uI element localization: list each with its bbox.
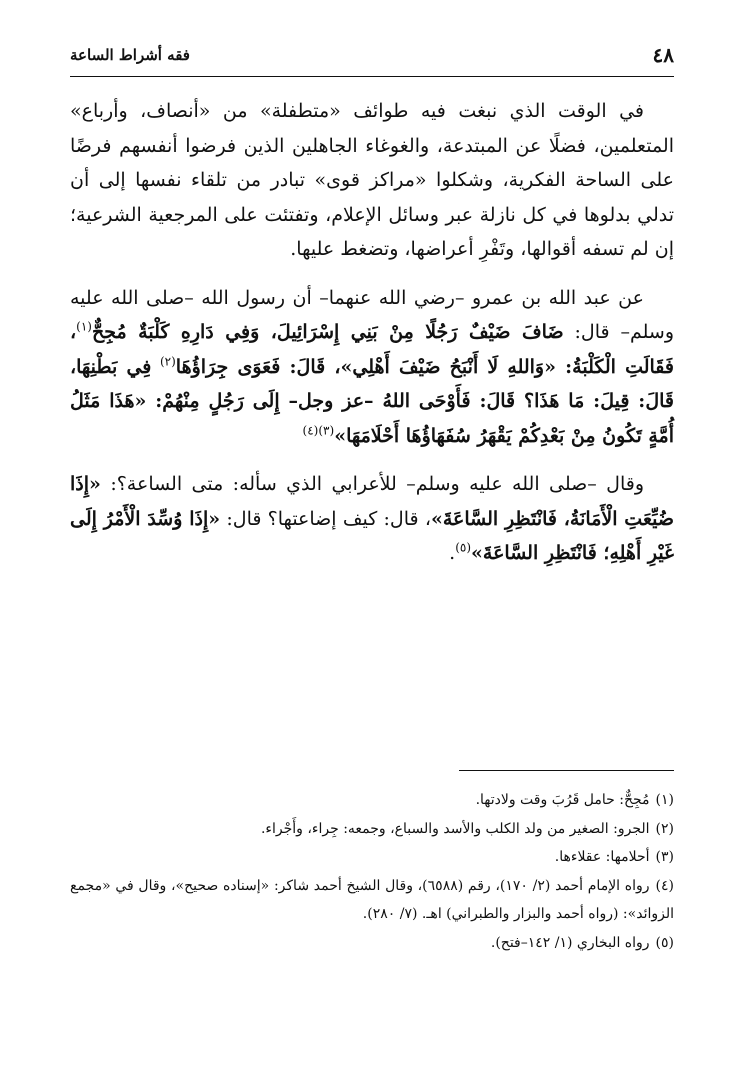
paragraph-3 <box>70 467 674 571</box>
main-text <box>70 94 674 585</box>
hadith-text-part-3: فِي بَطْنِهَا، قَالَ: قِيلَ: مَا هَذَا؟ قَالَ: فَأَوْحَى اللهُ –عز وجل– إِلَى رَجُلٍ مِنْهُمْ: «هَذَا مَثَلُ أُمَّةٍ تَكُونُ مِنْ بَعْدِكُمْ يَقْهَرُ سُفَهَاؤُهَا أَحْلَامَهَا» <box>70 355 674 447</box>
second-hadith-part-1: «إِذَا ضُيِّعَتِ الْأَمَانَةُ، فَانْتَظِرِ السَّاعَةَ» <box>70 473 674 530</box>
hadith-text-part-1: ضَافَ ضَيْفٌ رَجُلًا مِنْ بَنِي إِسْرَائِيلَ، وَفِي دَارِهِ كَلْبَةٌ مُجِحٌّ <box>91 321 564 343</box>
running-title: فقه أشراط الساعة <box>70 46 190 64</box>
footnote-ref-5: (٥) <box>455 540 472 555</box>
footnote-ref-3-4: (٣)(٤) <box>302 423 335 438</box>
footnote-5 <box>70 929 674 958</box>
paragraph-1 <box>70 94 674 267</box>
footnote-number: (١) <box>655 792 674 808</box>
footnote-text: رواه الإمام أحمد (٢/ ١٧٠)، رقم (٦٥٨٨)، وقال الشيخ أحمد شاكر: «إسناده صحيح»، وقال في «مجمع الزوائد»: (رواه أحمد والبزار والطبراني) اهـ. (٧/ ٢٨٠). <box>70 877 674 922</box>
footnote-number: (٣) <box>655 849 674 865</box>
footnote-text: الجرو: الصغير من ولد الكلب والأسد والسباع، وجمعه: جِراء، وأَجْراء. <box>260 820 650 837</box>
paragraph-1-text: في الوقت الذي نبغت فيه طوائف «متطفلة» من «أنصاف، وأرباع» المتعلمين، فضلًا عن المبتدعة، والغوغاء الجاهلين الذين فرضوا أنفسهم فرضًا على الساحة الفكرية، وشكلوا «مراكز قوى» تبادر من تلقاء نفسها إلى أن تدلي بدلوها في كل نازلة عبر وسائل الإعلام، وتفتئت على المرجعية الشرعية؛ إن لم تسفه أقوالها، وتَفْرِ أعراضها، وتضغط عليها. <box>70 100 674 260</box>
footnote-rule <box>459 770 674 771</box>
footnote-number: (٥) <box>655 934 674 951</box>
footnote-4 <box>70 872 674 929</box>
footnote-text: أحلامها: عقلاءها. <box>554 849 650 865</box>
footnote-number: (٤) <box>655 877 674 894</box>
second-hadith-part-2: «إِذَا وُسِّدَ الْأَمْرُ إِلَى غَيْرِ أَهْلِهِ؛ فَانْتَظِرِ السَّاعَةَ» <box>70 507 674 564</box>
second-hadith-intro: وقال –صلى الله عليه وسلم– للأعرابي الذي سأله: متى الساعة؟: <box>110 473 645 495</box>
hadith-text-part-2: ، فَقَالَتِ الْكَلْبَةُ: «وَاللهِ لَا أَنْبَحُ ضَيْفَ أَهْلِي»، قَالَ: فَعَوَى جِرَاؤُهَا <box>70 321 675 378</box>
page-header <box>70 40 674 70</box>
footnote-ref-1: (١) <box>76 319 92 334</box>
footnote-number: (٢) <box>655 820 674 837</box>
paragraph-2 <box>70 281 674 454</box>
page-number: ٤٨ <box>652 43 674 67</box>
footnote-1 <box>70 786 674 815</box>
footnotes <box>70 786 674 957</box>
footnote-2 <box>70 815 674 844</box>
second-hadith-mid: ، قال: كيف إضاعتها؟ قال: <box>226 507 431 530</box>
header-rule <box>70 76 674 77</box>
second-hadith-end: . <box>449 542 456 564</box>
footnote-3 <box>70 843 674 872</box>
footnote-text: مُجِحٌّ: حامل قَرُبَ وقت ولادتها. <box>475 792 650 808</box>
footnote-ref-2: (٢) <box>159 354 176 369</box>
footnote-text: رواه البخاري (١/ ١٤٢–فتح). <box>490 934 650 951</box>
hadith-intro: عن عبد الله بن عمرو –رضي الله عنهما– أن رسول الله –صلى الله عليه وسلم– قال: <box>70 286 674 343</box>
